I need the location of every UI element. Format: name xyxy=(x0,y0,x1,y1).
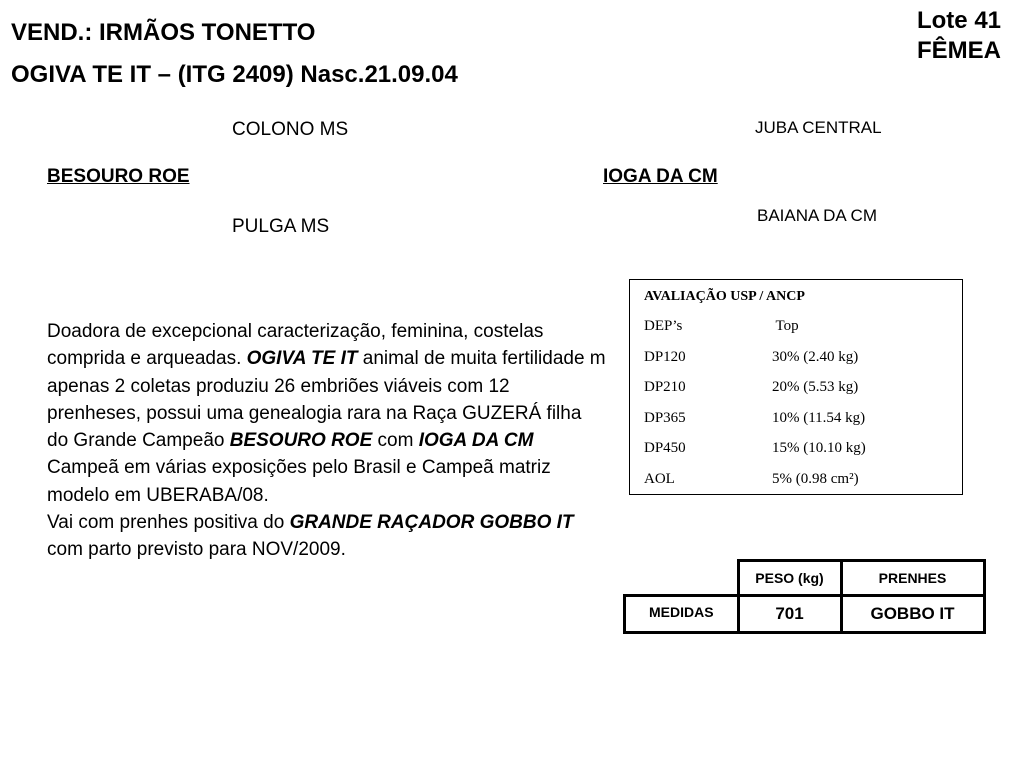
sire-sire-name: COLONO MS xyxy=(232,119,349,140)
desc-part: com xyxy=(372,430,419,452)
lot-block xyxy=(906,6,1012,66)
measures-label: MEDIDAS xyxy=(625,596,739,633)
animal-sex: FÊMEA xyxy=(917,37,1001,64)
weight-value: 701 xyxy=(738,596,841,633)
evaluation-row: AOL 5% (0.98 cm²) xyxy=(644,471,859,487)
measures-corner xyxy=(625,561,739,596)
desc-part: Campeã em várias exposições pelo Brasil e Campeã matriz modelo em UBERABA/08. xyxy=(47,457,551,506)
desc-part: com parto previsto para NOV/2009. xyxy=(47,539,346,561)
pregnancy-value: GOBBO IT xyxy=(841,596,984,633)
desc-animal-name: OGIVA TE IT xyxy=(246,348,358,370)
evaluation-row: DP120 30% (2.40 kg) xyxy=(644,349,859,365)
dam-dam-name: BAIANA DA CM xyxy=(757,206,877,225)
desc-dam-name: IOGA DA CM xyxy=(418,430,534,452)
desc-bull-name: GRANDE RAÇADOR GOBBO IT xyxy=(289,512,574,534)
evaluation-row: DP210 20% (5.53 kg) xyxy=(644,379,859,395)
measures-row xyxy=(625,596,985,633)
measures-table xyxy=(623,559,986,634)
evaluation-row: DP450 15% (10.10 kg) xyxy=(644,440,866,456)
dam-name: IOGA DA CM xyxy=(603,166,718,187)
evaluation-title: AVALIAÇÃO USP / ANCP xyxy=(644,289,805,304)
weight-header: PESO (kg) xyxy=(738,561,841,596)
desc-part: Vai com prenhes positiva do xyxy=(47,512,290,534)
pregnancy-header: PRENHES xyxy=(841,561,984,596)
evaluation-row: DEP’s Top xyxy=(644,318,799,334)
description-text xyxy=(47,318,607,564)
evaluation-row: DP365 10% (11.54 kg) xyxy=(644,410,866,426)
sire-dam-name: PULGA MS xyxy=(232,216,330,237)
lot-number: Lote 41 xyxy=(916,7,1002,34)
desc-sire-name: BESOURO ROE xyxy=(229,430,373,452)
sire-name: BESOURO ROE xyxy=(47,166,190,187)
animal-title: OGIVA TE IT – (ITG 2409) Nasc.21.09.04 xyxy=(11,61,458,88)
dam-sire-name: JUBA CENTRAL xyxy=(755,118,882,137)
evaluation-box xyxy=(629,279,963,495)
desc-part: animal de muita fertilidade m apenas 2 coletas produziu 26 embriões viáveis com 12 prenheses, possui uma genealogia rara na Raça GUZERÁ filha do Grande Campeão xyxy=(47,348,606,452)
desc-part: Doadora de excepcional caracterização, feminina, costelas comprida e arqueadas. xyxy=(47,321,544,370)
seller-title: VEND.: IRMÃOS TONETTO xyxy=(11,19,316,46)
measures-header-row xyxy=(625,561,985,596)
